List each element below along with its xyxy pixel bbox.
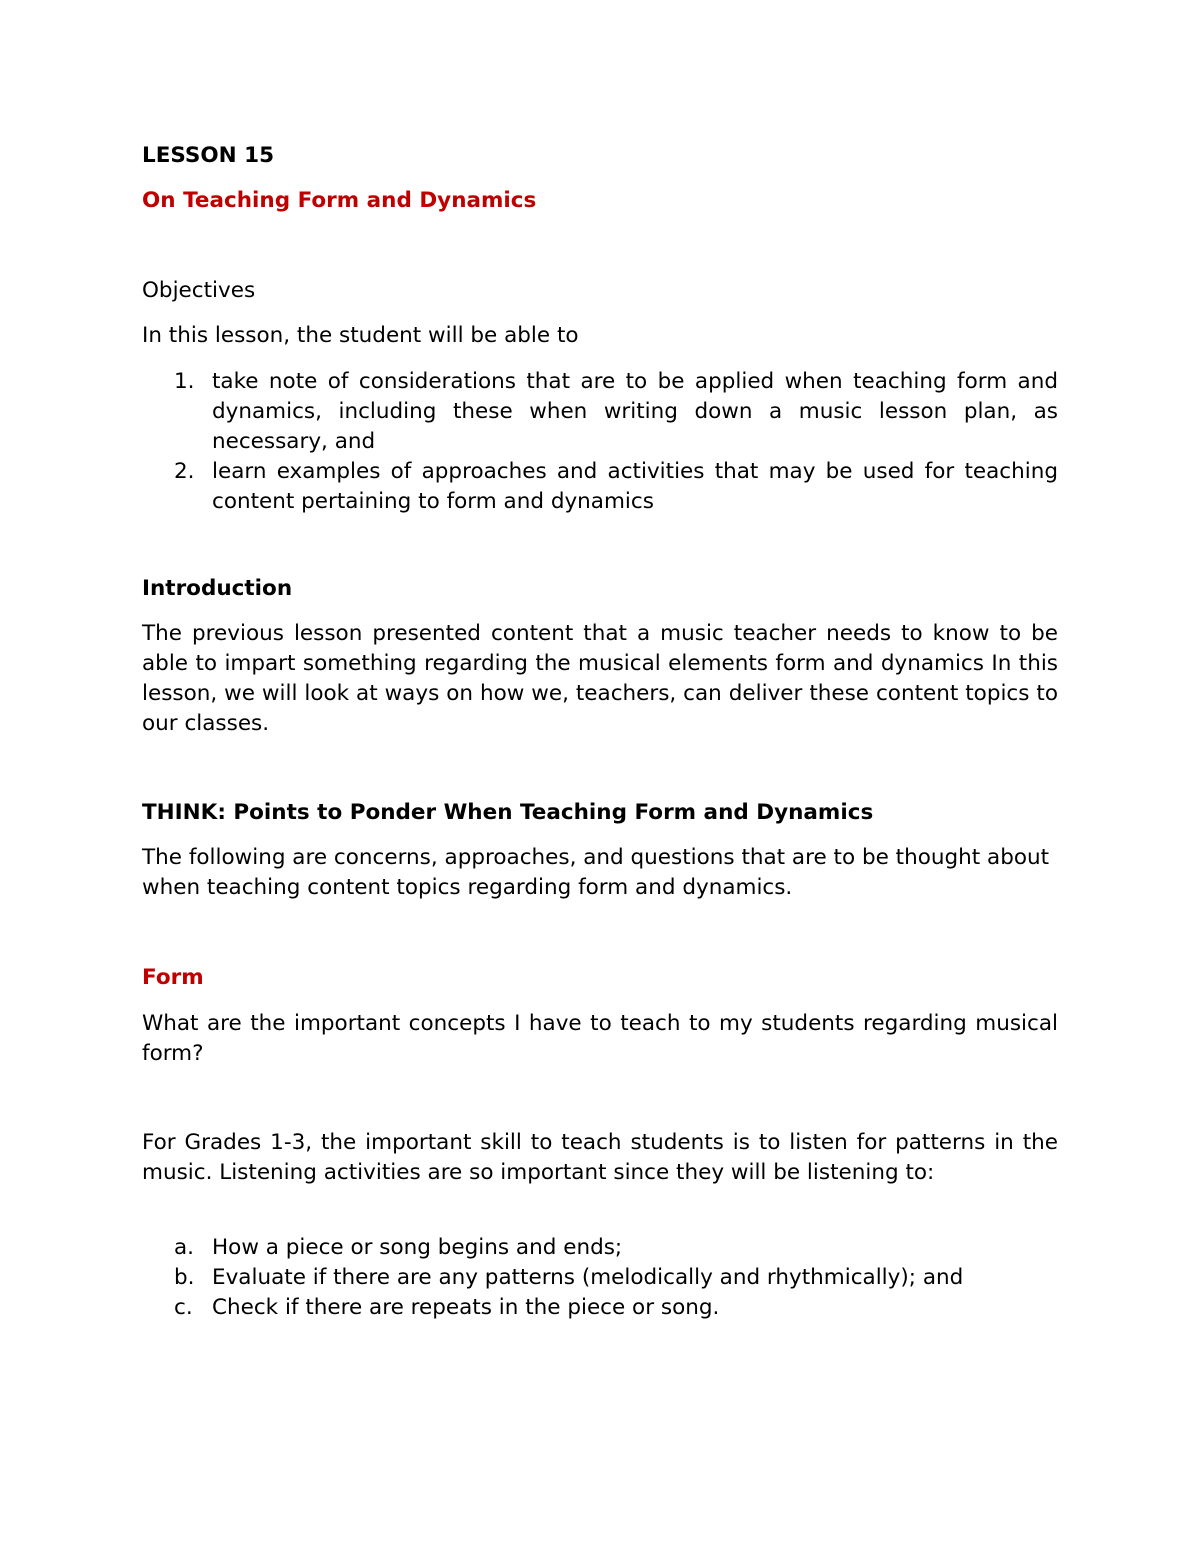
objectives-intro: In this lesson, the student will be able to: [142, 323, 579, 348]
list-item: [142, 367, 1058, 457]
form-listening-list: [142, 1233, 1058, 1323]
list-item: [142, 1233, 1058, 1263]
think-heading: THINK: Points to Ponder When Teaching Form and Dynamics: [142, 800, 874, 825]
think-body: The following are concerns, approaches, and questions that are to be thought about when teaching content topics regarding form and dynamics.: [142, 845, 1050, 900]
list-item-text: take note of considerations that are to be applied when teaching form and dynamics, including these when writing down a music lesson plan, as necessary, and: [212, 369, 1058, 454]
objectives-heading: Objectives: [142, 278, 256, 303]
form-heading: Form: [142, 965, 204, 990]
introduction-heading: Introduction: [142, 576, 293, 601]
form-grades-text: For Grades 1-3, the important skill to teach students is to listen for patterns in the music. Listening activities are so important since they will be listening to:: [142, 1130, 1058, 1185]
list-marker: 2.: [174, 459, 195, 484]
list-item: [142, 457, 1058, 517]
list-marker: b.: [174, 1265, 195, 1290]
list-item-text: learn examples of approaches and activities that may be used for teaching content pertaining to form and dynamics: [212, 459, 1058, 514]
lesson-label: LESSON 15: [142, 143, 275, 168]
lesson-title: On Teaching Form and Dynamics: [142, 188, 537, 213]
introduction-body: The previous lesson presented content that a music teacher needs to know to be able to impart something regarding the musical elements form and dynamics In this lesson, we will look at ways on how we, teachers, can deliver these content topics to our classes.: [142, 621, 1058, 736]
form-question: What are the important concepts I have to teach to my students regarding musical form?: [142, 1011, 1058, 1066]
list-item: [142, 1263, 1058, 1293]
list-marker: 1.: [174, 369, 195, 394]
list-item-text: Check if there are repeats in the piece or song.: [212, 1295, 720, 1320]
list-item: [142, 1293, 1058, 1323]
objectives-list: [142, 367, 1058, 517]
list-item-text: How a piece or song begins and ends;: [212, 1235, 623, 1260]
list-item-text: Evaluate if there are any patterns (melodically and rhythmically); and: [212, 1265, 964, 1290]
list-marker: a.: [174, 1235, 195, 1260]
list-marker: c.: [174, 1295, 193, 1320]
